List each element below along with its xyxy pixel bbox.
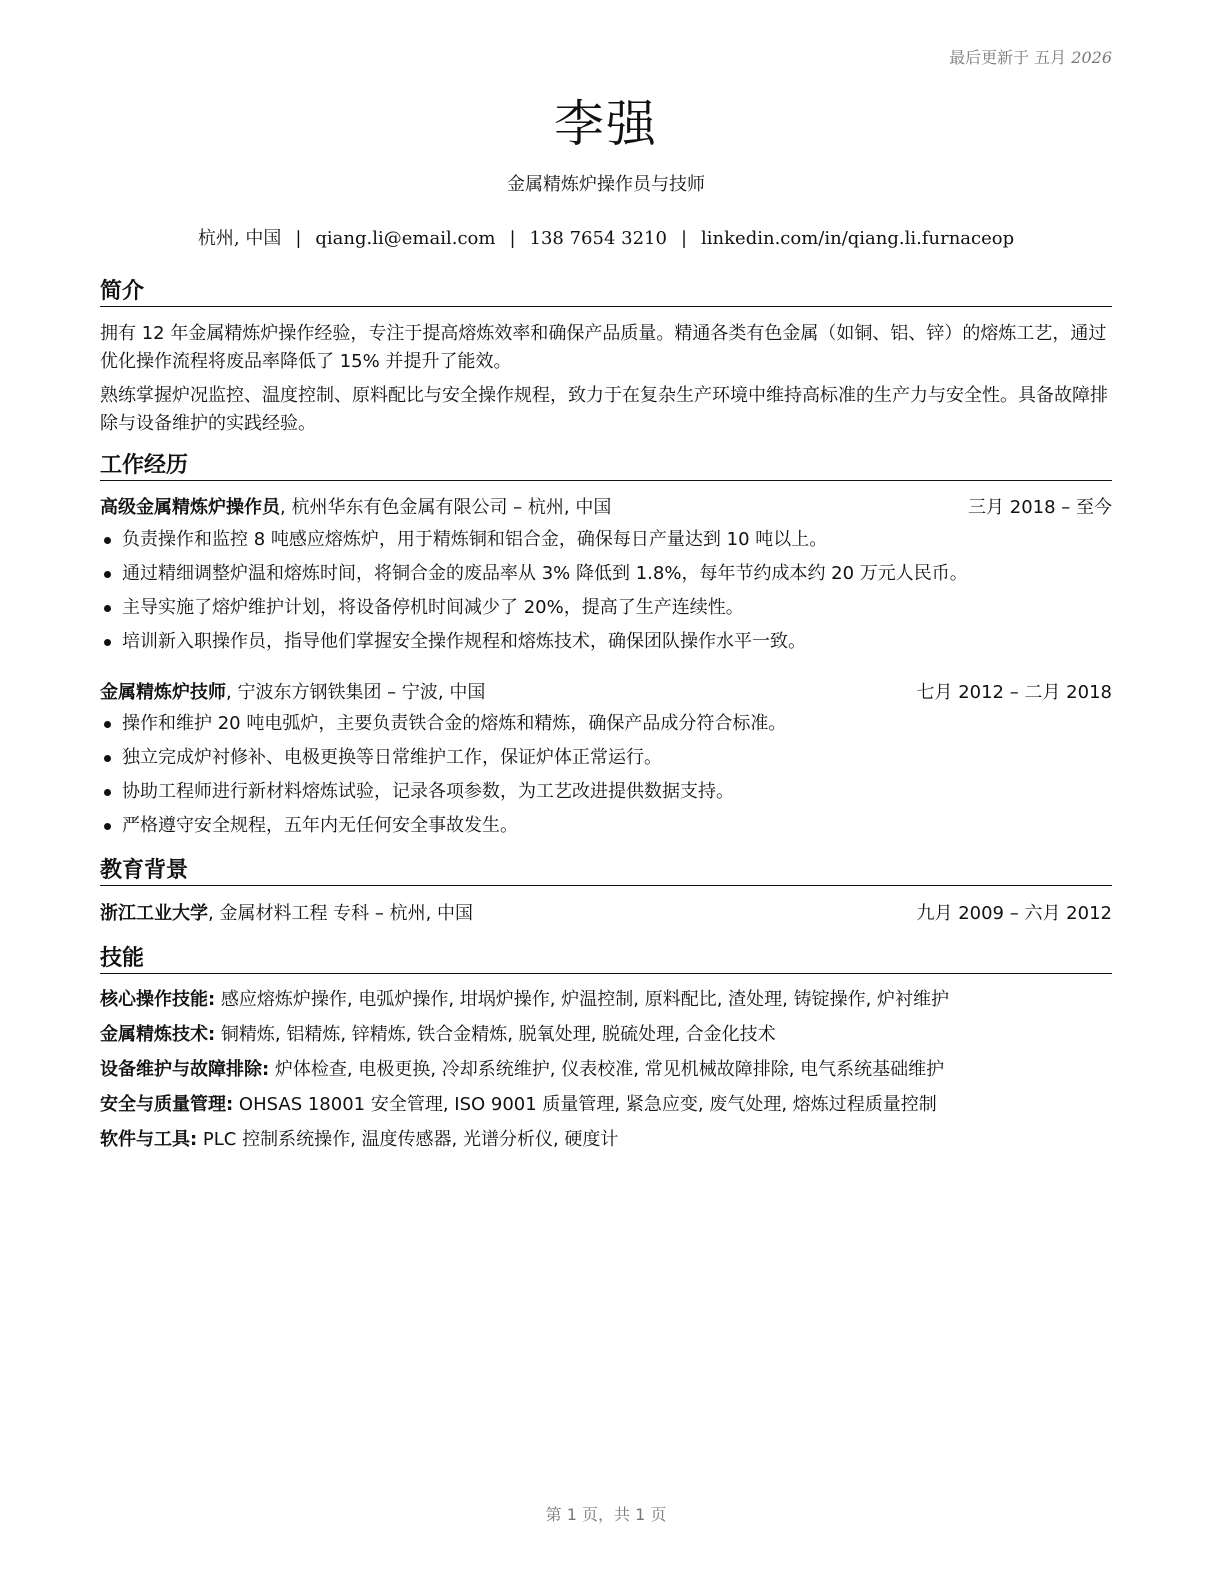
last-updated [949,45,1112,68]
job-header [100,496,1112,520]
skill-items: PLC 控制系统操作, 温度传感器, 光谱分析仪, 硬度计 [197,1129,619,1150]
list-item: 负责操作和监控 8 吨感应熔炼炉，用于精炼铜和铝合金，确保每日产量达到 10 吨以上。 [100,527,1112,561]
contact-location: 杭州, 中国 [197,228,282,249]
job-org: , 杭州华东有色金属有限公司 – 杭州, 中国 [280,497,612,518]
candidate-title: 金属精炼炉操作员与技师 [507,174,705,195]
education-dates: 九月 2009 – 六月 2012 [916,903,1112,924]
contact-separator: | [509,228,516,249]
contact-line [100,224,1112,250]
job-bullets [100,527,1112,663]
job-bullets [100,711,1112,847]
skill-category: 核心操作技能: [100,989,216,1010]
contact-separator: | [680,228,688,249]
skill-items: 感应熔炼炉操作, 电弧炉操作, 坩埚炉操作, 炉温控制, 原料配比, 渣处理, 铸锭操作, 炉衬维护 [215,989,950,1010]
summary-paragraph: 熟练掌握炉况监控、温度控制、原料配比与安全操作规程，致力于在复杂生产环境中维持高标准的生产力与安全性。具备故障排除与设备维护的实践经验。 [100,385,1108,434]
contact-linkedin[interactable]: linkedin.com/in/qiang.li.furnaceop [701,228,1015,249]
candidate-name: 李强 [554,95,658,153]
contact-phone: 138 7654 3210 [529,228,667,249]
skill-category: 软件与工具: [100,1129,198,1150]
skill-items: 铜精炼, 铝精炼, 锌精炼, 铁合金精炼, 脱氧处理, 脱硫处理, 合金化技术 [215,1024,776,1045]
job-role: 高级金属精炼炉操作员 [100,497,280,518]
education-entry [100,902,1112,926]
list-item: 操作和维护 20 吨电弧炉，主要负责铁合金的熔炼和精炼，确保产品成分符合标准。 [100,711,1112,745]
experience-heading: 工作经历 [100,453,1112,481]
list-item: 严格遵守安全规程，五年内无任何安全事故发生。 [100,813,1112,847]
skills-heading: 技能 [100,946,1112,974]
last-updated-prefix: 最后更新于 五月 [949,48,1067,67]
skill-row [100,1128,1112,1152]
list-item: 协助工程师进行新材料熔炼试验，记录各项参数，为工艺改进提供数据支持。 [100,779,1112,813]
skill-category: 安全与质量管理: [100,1094,234,1115]
education-school: 浙江工业大学 [100,903,208,924]
skill-items: OHSAS 18001 安全管理, ISO 9001 质量管理, 紧急应变, 废气处理, 熔炼过程质量控制 [233,1094,937,1115]
job-role: 金属精炼炉技师 [100,682,226,703]
last-updated-year: 2026 [1071,48,1112,67]
skill-row [100,988,1112,1012]
skill-row [100,1023,1112,1047]
resume-page [100,0,1112,1584]
summary-paragraph: 拥有 12 年金属精炼炉操作经验，专注于提高熔炼效率和确保产品质量。精通各类有色金属（如铜、铝、锌）的熔炼工艺，通过优化操作流程将废品率降低了 15% 并提升了能效。 [100,323,1107,372]
education-detail: , 金属材料工程 专科 – 杭州, 中国 [208,903,474,924]
list-item: 主导实施了熔炉维护计划，将设备停机时间减少了 20%，提高了生产连续性。 [100,595,1112,629]
education-heading: 教育背景 [100,858,1112,886]
job-dates: 三月 2018 – 至今 [968,497,1112,518]
skill-row [100,1058,1112,1082]
summary-heading: 简介 [100,279,1112,307]
list-item: 通过精细调整炉温和熔炼时间，将铜合金的废品率从 3% 降低到 1.8%，每年节约成本约 20 万元人民币。 [100,561,1112,595]
skill-category: 设备维护与故障排除: [100,1059,270,1080]
job-org: , 宁波东方钢铁集团 – 宁波, 中国 [226,682,486,703]
skill-items: 炉体检查, 电极更换, 冷却系统维护, 仪表校准, 常见机械故障排除, 电气系统基础维护 [269,1059,945,1080]
list-item: 培训新入职操作员，指导他们掌握安全操作规程和熔炼技术，确保团队操作水平一致。 [100,629,1112,663]
skill-category: 金属精炼技术: [100,1024,216,1045]
list-item: 独立完成炉衬修补、电极更换等日常维护工作，保证炉体正常运行。 [100,745,1112,779]
skill-row [100,1093,1112,1117]
job-header [100,681,1112,705]
page-number: 第 1 页，共 1 页 [545,1505,667,1524]
contact-separator: | [295,228,302,249]
contact-email[interactable]: qiang.li@email.com [315,228,496,249]
job-dates: 七月 2012 – 二月 2018 [916,682,1112,703]
